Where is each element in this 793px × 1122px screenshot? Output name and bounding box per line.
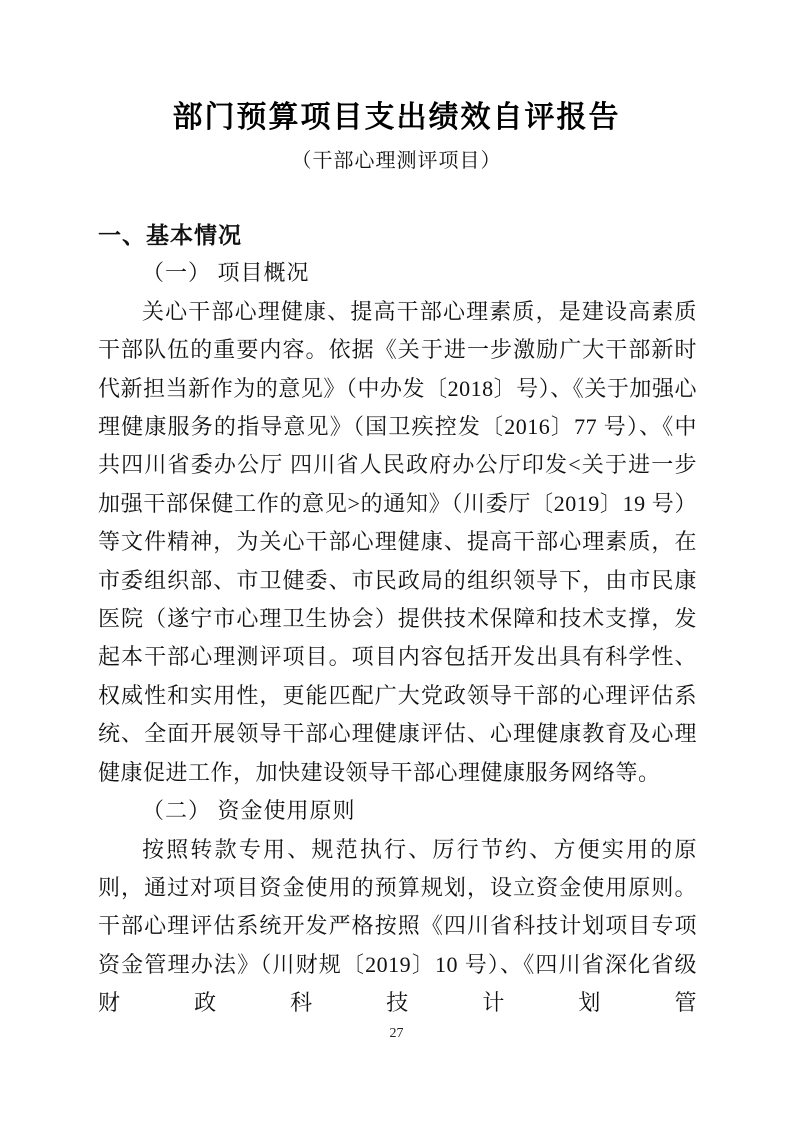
- subsection-heading-fund-usage-principles: （二） 资金使用原则: [142, 798, 356, 824]
- paragraph-project-overview: 关心干部心理健康、提高干部心理素质，是建设高素质干部队伍的重要内容。依据《关于进一步激励广大干部新时代新担当新作为的意见》（中办发〔2018〕号）、《关于加强心理健康服务的指导意见》（国卫疾控发〔2016〕77 号）、《中共四川省委办公厅 四川省人民政府办公厅印发<关于进一步加强干部保健工作的意见>的通知》（川委厅〔2019〕19 号）等文件精神，为关心干部心理健康、提高干部心理素质，在市委组织部、市卫健委、市民政局的组织领导下，由市民康医院（遂宁市心理卫生协会）提供技术保障和技术支撑，发起本干部心理测评项目。项目内容包括开发出具有科学性、权威性和实用性，更能匹配广大党政领导干部的心理评估系统、全面开展领导干部心理健康评估、心理健康教育及心理健康促进工作，加快建设领导干部心理健康服务网络等。: [98, 298, 697, 785]
- subsection-heading-project-overview: （一） 项目概况: [142, 260, 310, 286]
- document-title: 部门预算项目支出绩效自评报告: [172, 101, 621, 134]
- document-subtitle: （干部心理测评项目）: [291, 150, 502, 172]
- paragraph-fund-usage-principles: 按照转款专用、规范执行、厉行节约、方便实用的原则，通过对项目资金使用的预算规划，设立资金使用原则。干部心理评估系统开发严格按照《四川省科技计划项目专项资金管理办法》（川财规〔2019〕10 号）、《四川省深化省级财政科技计划管: [98, 836, 697, 1016]
- document-body: [98, 216, 697, 1023]
- section-heading-basic-info: 一、基本情况: [98, 222, 242, 248]
- page-number: 27: [389, 1026, 404, 1041]
